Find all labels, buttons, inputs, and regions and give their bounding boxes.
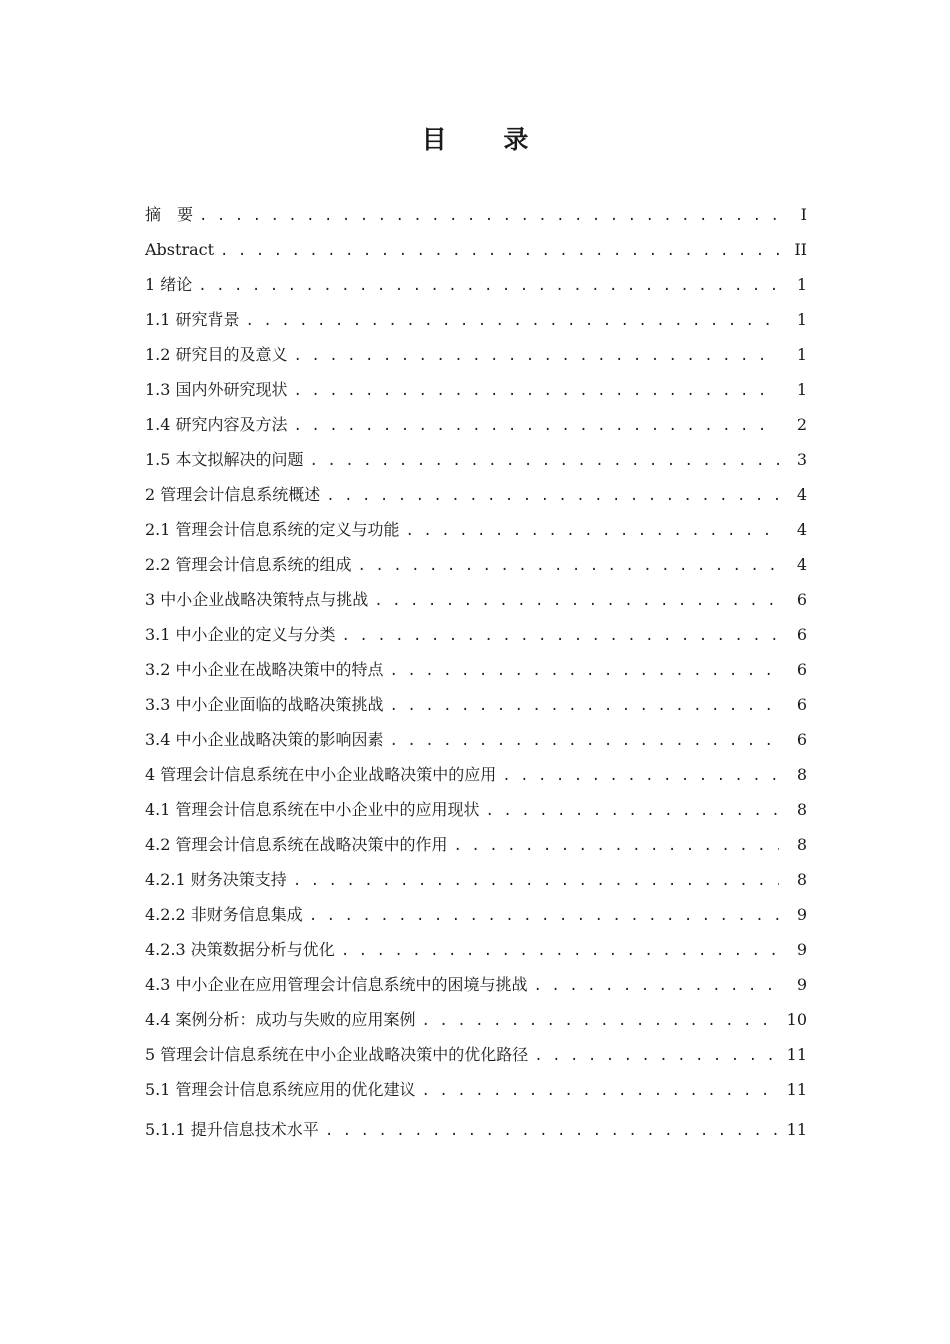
toc-entry-page-number: 8 <box>796 835 807 854</box>
toc-entry-label: 3.1 中小企业的定义与分类 <box>145 625 336 644</box>
toc-entry-label: 1.2 研究目的及意义 <box>145 345 288 364</box>
toc-entry-page-number: 11 <box>786 1080 807 1099</box>
toc-dot-leader <box>294 339 779 374</box>
toc-dot-leader <box>374 584 779 619</box>
toc-entry-label: 4.1 管理会计信息系统在中小企业中的应用现状 <box>145 800 480 819</box>
toc-entry-page-number: 9 <box>796 905 807 924</box>
toc-entry-label: 4.2.3 决策数据分析与优化 <box>145 940 335 959</box>
toc-dot-leader <box>309 899 779 934</box>
toc-dot-leader <box>341 934 779 969</box>
toc-entry[interactable] <box>145 687 807 722</box>
toc-dot-leader <box>422 1004 779 1039</box>
toc-entry-label: 4.2.2 非财务信息集成 <box>145 905 303 924</box>
toc-entry[interactable] <box>145 407 807 442</box>
toc-entry-label: 2.2 管理会计信息系统的组成 <box>145 555 352 574</box>
toc-entry-label: 1.3 国内外研究现状 <box>145 380 288 399</box>
table-of-contents <box>145 197 807 1147</box>
toc-dot-leader <box>310 444 779 479</box>
toc-entry-page-number: 1 <box>796 345 807 364</box>
toc-dot-leader <box>390 724 779 759</box>
toc-entry[interactable] <box>145 372 807 407</box>
toc-entry[interactable] <box>145 792 807 827</box>
toc-entry-label: 5 管理会计信息系统在中小企业战略决策中的优化路径 <box>145 1045 529 1064</box>
toc-entry-page-number: 4 <box>796 520 807 539</box>
toc-entry-page-number: 6 <box>796 660 807 679</box>
toc-entry-label: 5.1.1 提升信息技术水平 <box>145 1120 319 1139</box>
toc-entry[interactable] <box>145 827 807 862</box>
toc-dot-leader <box>199 199 779 234</box>
toc-dot-leader <box>198 269 779 304</box>
toc-dot-leader <box>486 794 779 829</box>
toc-dot-leader <box>294 374 779 409</box>
toc-entry-label: 3.2 中小企业在战略决策中的特点 <box>145 660 384 679</box>
toc-entry[interactable] <box>145 862 807 897</box>
toc-entry-page-number: 6 <box>796 695 807 714</box>
toc-entry-page-number: 1 <box>796 275 807 294</box>
toc-entry-page-number: 8 <box>796 870 807 889</box>
toc-entry-page-number: 11 <box>786 1045 807 1064</box>
toc-entry-label: 1.5 本文拟解决的问题 <box>145 450 304 469</box>
toc-entry-label: Abstract <box>145 240 215 259</box>
toc-entry-page-number: I <box>800 205 807 224</box>
toc-entry[interactable] <box>145 932 807 967</box>
toc-entry-label: 4.4 案例分析：成功与失败的应用案例 <box>145 1010 416 1029</box>
toc-entry[interactable] <box>145 442 807 477</box>
toc-dot-leader <box>534 969 779 1004</box>
toc-entry-page-number: 6 <box>796 625 807 644</box>
toc-entry[interactable] <box>145 757 807 792</box>
toc-entry[interactable] <box>145 617 807 652</box>
toc-entry-page-number: 1 <box>796 380 807 399</box>
toc-entry-label: 4.3 中小企业在应用管理会计信息系统中的困境与挑战 <box>145 975 528 994</box>
toc-entry-label: 4.2 管理会计信息系统在战略决策中的作用 <box>145 835 448 854</box>
toc-entry[interactable] <box>145 897 807 932</box>
toc-dot-leader <box>502 759 779 794</box>
toc-dot-leader <box>534 1039 779 1074</box>
toc-entry-label: 1.4 研究内容及方法 <box>145 415 288 434</box>
toc-entry-page-number: 4 <box>796 555 807 574</box>
toc-entry[interactable] <box>145 582 807 617</box>
toc-entry[interactable] <box>145 302 807 337</box>
toc-entry[interactable] <box>145 267 807 302</box>
toc-dot-leader <box>422 1074 779 1109</box>
toc-dot-leader <box>220 234 779 269</box>
toc-entry-page-number: 6 <box>796 730 807 749</box>
toc-entry[interactable] <box>145 197 807 232</box>
toc-entry-label: 3.3 中小企业面临的战略决策挑战 <box>145 695 384 714</box>
toc-entry[interactable] <box>145 512 807 547</box>
toc-entry-page-number: II <box>794 240 807 259</box>
toc-entry[interactable] <box>145 477 807 512</box>
toc-entry-label: 3.4 中小企业战略决策的影响因素 <box>145 730 384 749</box>
toc-entry[interactable] <box>145 1037 807 1072</box>
toc-entry[interactable] <box>145 232 807 267</box>
toc-entry-page-number: 9 <box>796 975 807 994</box>
toc-dot-leader <box>326 479 779 514</box>
toc-entry[interactable] <box>145 967 807 1002</box>
toc-entry[interactable] <box>145 1072 807 1107</box>
toc-dot-leader <box>390 689 779 724</box>
toc-entry-page-number: 3 <box>796 450 807 469</box>
toc-dot-leader <box>294 409 779 444</box>
toc-entry-label: 4 管理会计信息系统在中小企业战略决策中的应用 <box>145 765 497 784</box>
toc-dot-leader <box>390 654 779 689</box>
toc-entry[interactable] <box>145 1107 807 1147</box>
toc-entry-page-number: 10 <box>786 1010 807 1029</box>
toc-dot-leader <box>246 304 779 339</box>
toc-entry[interactable] <box>145 547 807 582</box>
toc-entry-page-number: 8 <box>796 800 807 819</box>
page-title: 目 录 <box>421 125 553 154</box>
toc-entry-label: 4.2.1 财务决策支持 <box>145 870 287 889</box>
toc-entry-page-number: 9 <box>796 940 807 959</box>
toc-entry-label: 3 中小企业战略决策特点与挑战 <box>145 590 369 609</box>
toc-dot-leader <box>342 619 779 654</box>
toc-dot-leader <box>358 549 779 584</box>
toc-entry-label: 1.1 研究背景 <box>145 310 240 329</box>
toc-entry-label: 2.1 管理会计信息系统的定义与功能 <box>145 520 400 539</box>
toc-dot-leader <box>293 864 779 899</box>
toc-entry-page-number: 1 <box>796 310 807 329</box>
toc-dot-leader <box>454 829 779 864</box>
toc-entry-label: 2 管理会计信息系统概述 <box>145 485 321 504</box>
toc-entry[interactable] <box>145 652 807 687</box>
toc-entry-page-number: 4 <box>796 485 807 504</box>
toc-dot-leader <box>325 1109 779 1154</box>
toc-entry[interactable] <box>145 1002 807 1037</box>
toc-dot-leader <box>406 514 779 549</box>
toc-entry-label: 1 绪论 <box>145 275 193 294</box>
toc-entry-page-number: 6 <box>796 590 807 609</box>
toc-entry-label: 5.1 管理会计信息系统应用的优化建议 <box>145 1080 416 1099</box>
toc-entry-page-number: 2 <box>796 415 807 434</box>
toc-entry-label: 摘 要 <box>145 205 194 224</box>
toc-entry[interactable] <box>145 722 807 757</box>
toc-entry[interactable] <box>145 337 807 372</box>
toc-entry-page-number: 8 <box>796 765 807 784</box>
toc-entry-page-number: 11 <box>786 1120 807 1139</box>
